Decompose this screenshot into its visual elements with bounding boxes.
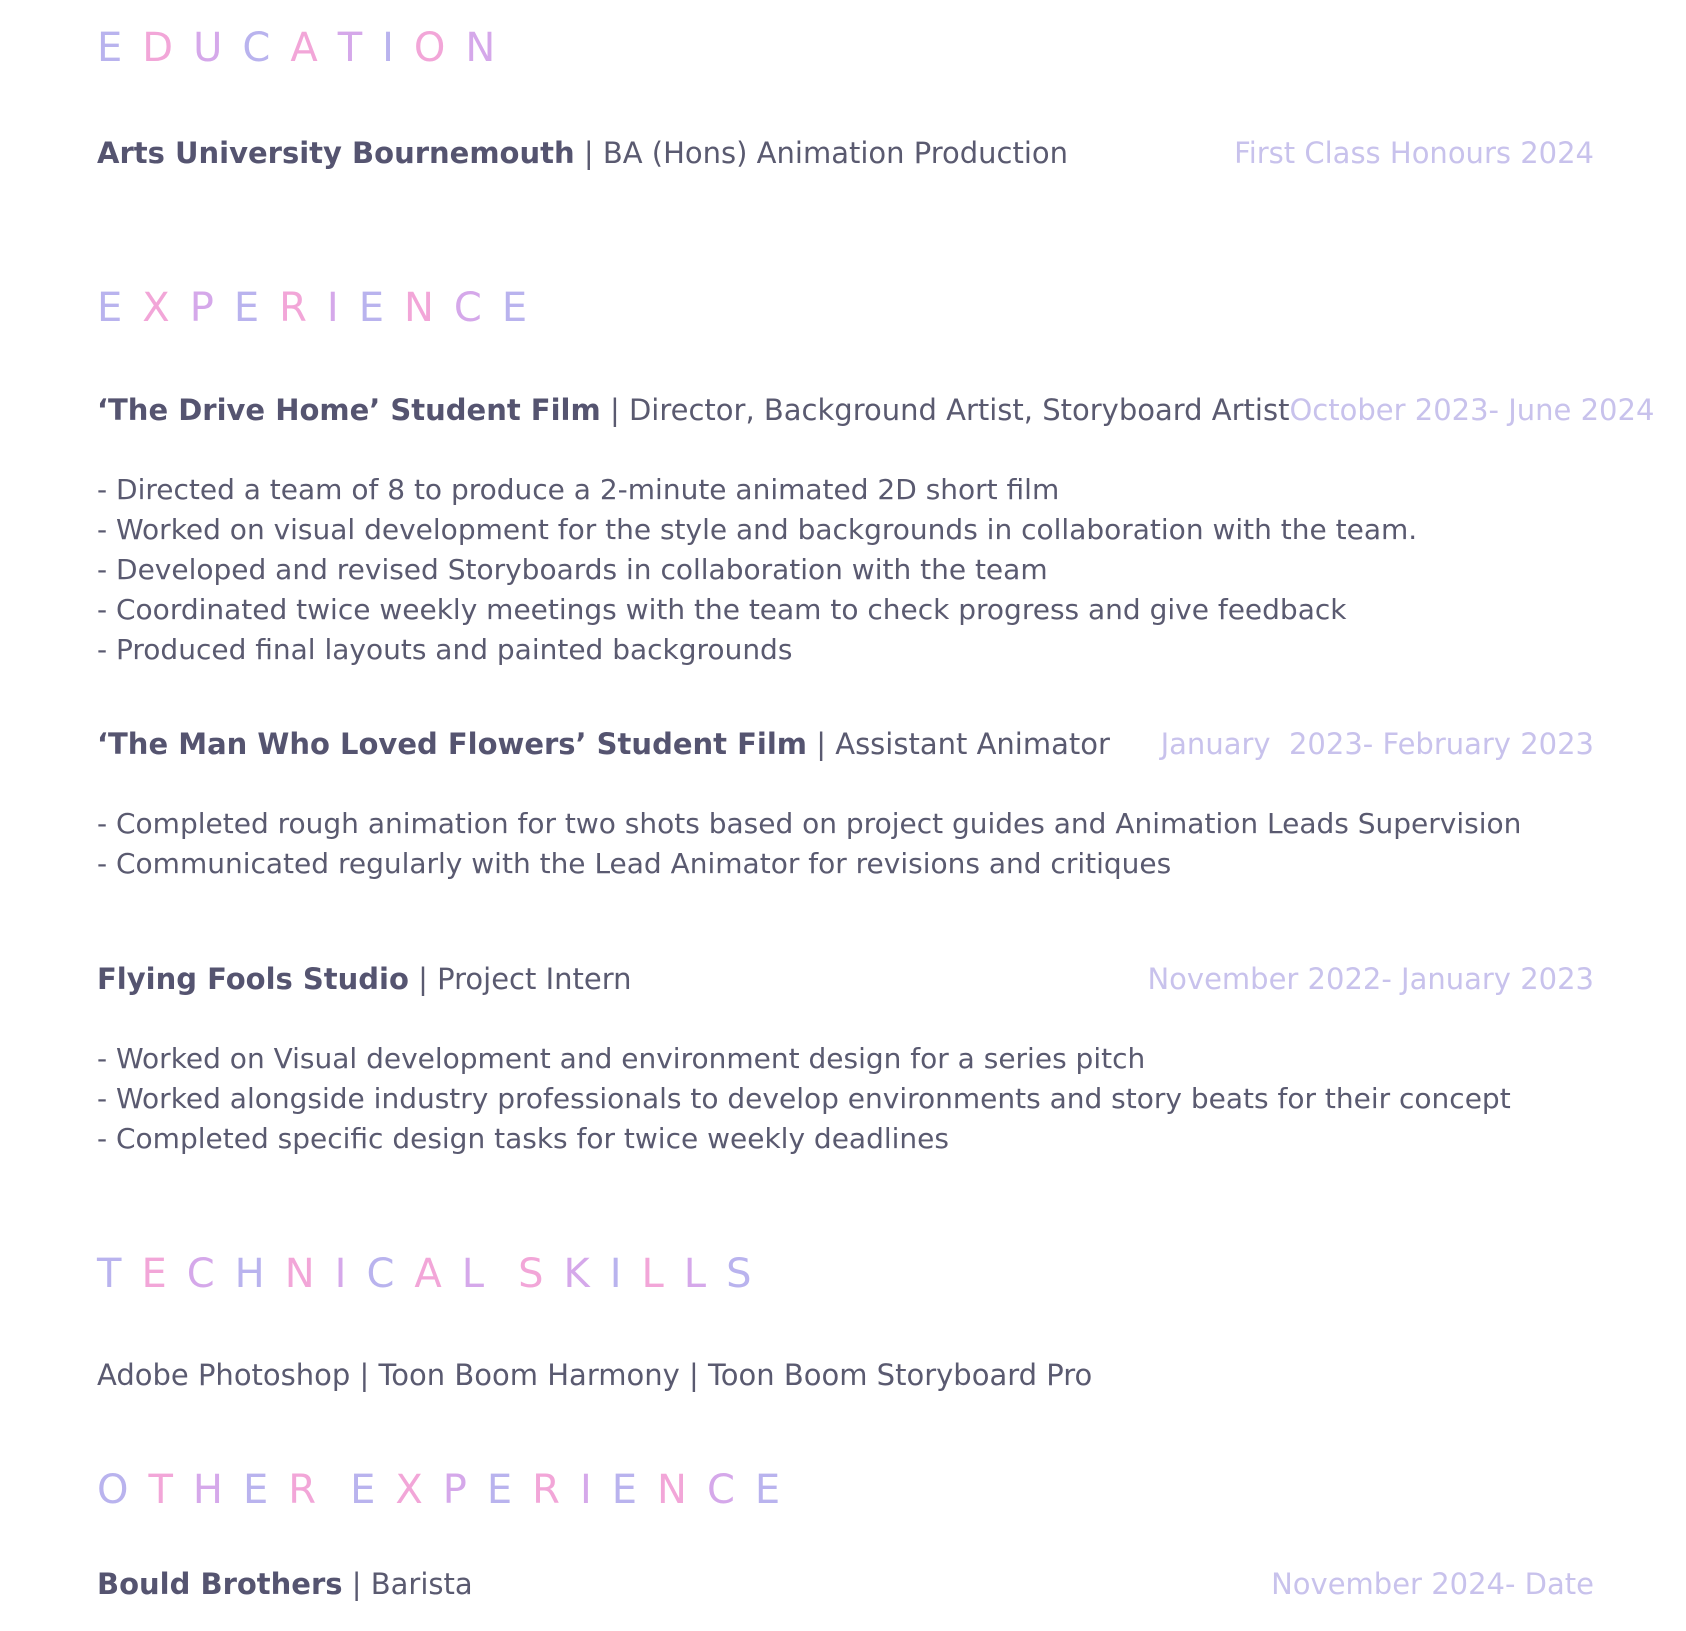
heading-letter: L [683,1251,727,1297]
entry-org: Arts University Bournemouth [97,136,575,170]
heading-letter: C [453,285,502,331]
experience-entry [97,393,1655,427]
bullet-item: - Completed specific design tasks for twice weekly deadlines [97,1122,949,1155]
entry-role: Assistant Animator [835,727,1110,761]
entry-date: November 2022- January 2023 [1147,962,1594,996]
heading-letter: X [142,285,190,331]
heading-letter: R [288,1467,337,1513]
bullet-item: - Worked on Visual development and environment design for a series pitch [97,1042,1146,1075]
heading-letter: R [279,285,327,331]
heading-letter: T [148,1467,193,1513]
heading-letter: H [192,1467,243,1513]
heading-letter: E [486,1467,533,1513]
heading-letter: I [326,285,359,331]
entry-title [97,393,1289,427]
bullet-item: - Developed and revised Storyboards in collaboration with the team [97,553,1048,586]
heading-letter: E [243,1467,289,1513]
entry-org: Bould Brothers [97,1567,343,1601]
heading-letter: H [234,1251,285,1297]
entry-title [97,962,632,996]
entry-separator: | [574,136,603,170]
heading-letter: N [284,1251,335,1297]
heading-letter: C [242,25,291,71]
heading-letter: E [501,285,548,331]
heading-letter: E [350,1467,396,1513]
heading-letter: T [337,25,383,71]
experience-bullets [97,470,1417,670]
experience-bullets [97,804,1521,884]
heading-letter: C [706,1467,755,1513]
heading-letter: E [233,285,280,331]
entry-separator: | [342,1567,371,1601]
entry-date: October 2023- June 2024 [1289,393,1655,427]
entry-date: January 2023- February 2023 [1160,727,1594,761]
entry-date: First Class Honours 2024 [1234,136,1594,170]
heading-letter: D [142,25,194,71]
technical-skills-heading [97,1251,772,1297]
heading-letter: N [465,25,516,71]
education-heading [97,25,516,71]
heading-letter: L [461,1251,505,1297]
entry-title [97,1567,473,1601]
heading-letter: K [563,1251,610,1297]
bullet-item: - Communicated regularly with the Lead Animator for revisions and critiques [97,847,1172,880]
heading-letter: C [366,1251,415,1297]
heading-letter: I [334,1251,367,1297]
bullet-item: - Directed a team of 8 to produce a 2-minute animated 2D short film [97,473,1060,506]
bullet-item: - Worked on visual development for the style and backgrounds in collaboration with the team. [97,513,1418,546]
technical-skills-list: Adobe Photoshop | Toon Boom Harmony | Toon Boom Storyboard Pro [97,1358,1093,1392]
heading-letter: E [97,25,143,71]
entry-separator: | [408,962,438,996]
experience-bullets [97,1039,1511,1159]
heading-letter: I [609,1251,642,1297]
heading-letter: X [395,1467,443,1513]
entry-org: ‘The Man Who Loved Flowers’ Student Film [97,727,808,761]
entry-org: ‘The Drive Home’ Student Film [97,393,601,427]
heading-letter: O [413,25,466,71]
other-experience-heading [97,1467,801,1513]
heading-letter: N [403,285,454,331]
heading-letter: U [193,25,243,71]
heading-letter: O [97,1467,149,1513]
experience-heading [97,285,548,331]
heading-letter: E [97,285,143,331]
experience-entry [97,727,1594,761]
entry-title [97,136,1068,170]
heading-letter: C [186,1251,235,1297]
heading-letter: N [657,1467,707,1513]
entry-date: November 2024- Date [1271,1567,1594,1601]
heading-letter: E [754,1467,801,1513]
heading-letter: P [442,1467,487,1513]
heading-letter: I [382,25,414,71]
other-experience-entry [97,1567,1594,1601]
heading-letter: E [611,1467,658,1513]
heading-letter: S [726,1251,772,1297]
entry-role: BA (Hons) Animation Production [602,136,1069,170]
heading-letter: A [414,1251,462,1297]
heading-letter: A [290,25,338,71]
experience-entry [97,962,1594,996]
entry-separator: | [600,393,629,427]
heading-letter: E [141,1251,187,1297]
heading-letter: E [358,285,404,331]
heading-letter: P [189,285,234,331]
entry-title [97,727,1110,761]
heading-letter: I [579,1467,612,1513]
bullet-item: - Worked alongside industry professionals to develop environments and story beats for their concept [97,1082,1511,1115]
entry-role: Project Intern [437,962,632,996]
education-entry [97,136,1594,170]
entry-role: Barista [370,1567,473,1601]
bullet-item: - Produced final layouts and painted backgrounds [97,633,793,666]
heading-letter: S [518,1251,564,1297]
heading-letter: T [97,1251,142,1297]
heading-letter: L [641,1251,684,1297]
entry-separator: | [807,727,836,761]
bullet-item: - Coordinated twice weekly meetings with the team to check progress and give feedback [97,593,1347,626]
heading-letter: R [532,1467,580,1513]
bullet-item: - Completed rough animation for two shots based on project guides and Animation Leads Supervision [97,807,1522,840]
entry-role: Director, Background Artist, Storyboard Artist [628,393,1290,427]
entry-org: Flying Fools Studio [97,962,409,996]
